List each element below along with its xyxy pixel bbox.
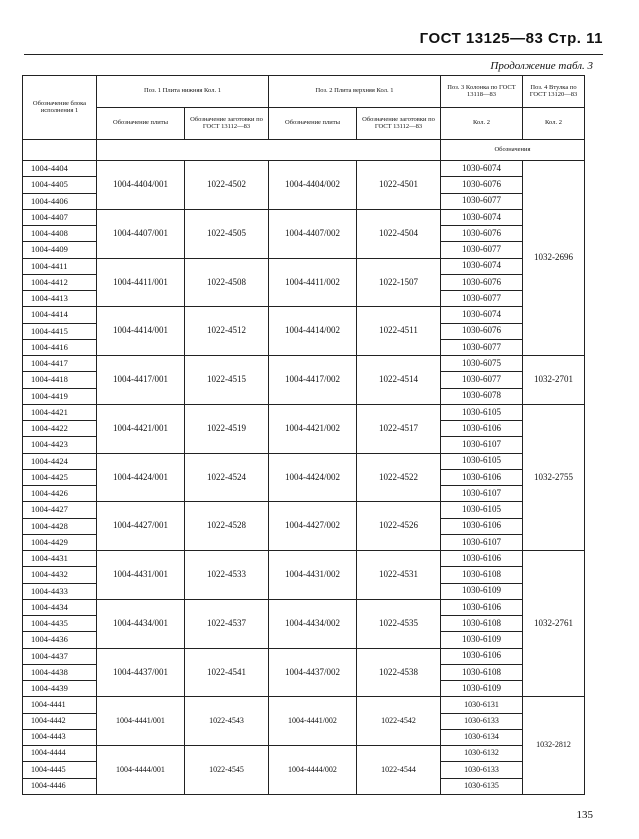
column-designation-cell: 1030-6076 <box>441 177 523 193</box>
plate1-designation-cell: 1004-4414/001 <box>97 307 185 356</box>
column-designation-cell: 1030-6108 <box>441 567 523 583</box>
plate1-designation-cell: 1004-4407/001 <box>97 209 185 258</box>
plate1-designation-cell: 1004-4437/001 <box>97 648 185 697</box>
plate1-designation-cell: 1004-4441/001 <box>97 697 185 746</box>
column-designation-cell: 1030-6077 <box>441 339 523 355</box>
header-pos1: Поз. 1 Плита нижняя Кол. 1 <box>97 76 269 108</box>
page-number: 135 <box>576 809 593 821</box>
plate1-blank-cell: 1022-4505 <box>185 209 269 258</box>
column-designation-cell: 1030-6109 <box>441 583 523 599</box>
plate1-designation-cell: 1004-4444/001 <box>97 746 185 795</box>
column-designation-cell: 1030-6133 <box>441 713 523 729</box>
plate2-blank-cell: 1022-4517 <box>357 404 441 453</box>
plate2-designation-cell: 1004-4411/002 <box>269 258 357 307</box>
column-designation-cell: 1030-6074 <box>441 258 523 274</box>
block-designation-cell: 1004-4427 <box>23 502 97 518</box>
spec-table <box>22 75 585 795</box>
column-designation-cell: 1030-6107 <box>441 534 523 550</box>
plate1-blank-cell: 1022-4508 <box>185 258 269 307</box>
table-row <box>23 404 585 420</box>
plate2-designation-cell: 1004-4421/002 <box>269 404 357 453</box>
block-designation-cell: 1004-4428 <box>23 518 97 534</box>
header-blank-designation-2: Обозначение заготовки по ГОСТ 13112—83 <box>357 108 441 140</box>
column-designation-cell: 1030-6106 <box>441 421 523 437</box>
table-row <box>23 258 585 274</box>
header-pos3: Поз. 3 Колонка по ГОСТ 13118—83 <box>441 76 523 108</box>
plate2-blank-cell: 1022-4526 <box>357 502 441 551</box>
column-designation-cell: 1030-6076 <box>441 323 523 339</box>
plate1-designation-cell: 1004-4411/001 <box>97 258 185 307</box>
header-pos4: Поз. 4 Втулка по ГОСТ 13120—83 <box>523 76 585 108</box>
table-row <box>23 746 585 762</box>
plate2-designation-cell: 1004-4437/002 <box>269 648 357 697</box>
block-designation-cell: 1004-4435 <box>23 616 97 632</box>
table-row <box>23 209 585 225</box>
block-designation-cell: 1004-4439 <box>23 681 97 697</box>
plate2-blank-cell: 1022-4511 <box>357 307 441 356</box>
plate2-blank-cell: 1022-4531 <box>357 551 441 600</box>
block-designation-cell: 1004-4446 <box>23 778 97 794</box>
table-row <box>23 502 585 518</box>
plate1-designation-cell: 1004-4434/001 <box>97 599 185 648</box>
column-designation-cell: 1030-6074 <box>441 307 523 323</box>
block-designation-cell: 1004-4408 <box>23 226 97 242</box>
header-pos2: Поз. 2 Плита верхняя Кол. 1 <box>269 76 441 108</box>
block-designation-cell: 1004-4417 <box>23 356 97 372</box>
plate2-designation-cell: 1004-4417/002 <box>269 356 357 405</box>
plate1-blank-cell: 1022-4502 <box>185 161 269 210</box>
block-designation-cell: 1004-4411 <box>23 258 97 274</box>
header-qty-3: Кол. 2 <box>441 108 523 140</box>
header-designations: Обозначения <box>441 140 585 161</box>
plate2-designation-cell: 1004-4427/002 <box>269 502 357 551</box>
column-designation-cell: 1030-6133 <box>441 762 523 778</box>
column-designation-cell: 1030-6108 <box>441 616 523 632</box>
column-designation-cell: 1030-6106 <box>441 648 523 664</box>
plate1-blank-cell: 1022-4528 <box>185 502 269 551</box>
bushing-designation-cell: 1032-2701 <box>523 356 585 405</box>
table-body <box>23 161 585 795</box>
block-designation-cell: 1004-4437 <box>23 648 97 664</box>
column-designation-cell: 1030-6106 <box>441 518 523 534</box>
plate2-blank-cell: 1022-4522 <box>357 453 441 502</box>
table-row <box>23 453 585 469</box>
column-designation-cell: 1030-6106 <box>441 469 523 485</box>
plate2-blank-cell: 1022-4504 <box>357 209 441 258</box>
block-designation-cell: 1004-4409 <box>23 242 97 258</box>
plate2-designation-cell: 1004-4444/002 <box>269 746 357 795</box>
plate2-designation-cell: 1004-4414/002 <box>269 307 357 356</box>
column-designation-cell: 1030-6105 <box>441 404 523 420</box>
block-designation-cell: 1004-4433 <box>23 583 97 599</box>
block-designation-cell: 1004-4418 <box>23 372 97 388</box>
column-designation-cell: 1030-6107 <box>441 486 523 502</box>
column-designation-cell: 1030-6077 <box>441 372 523 388</box>
plate2-designation-cell: 1004-4404/002 <box>269 161 357 210</box>
plate2-blank-cell: 1022-4535 <box>357 599 441 648</box>
block-designation-cell: 1004-4419 <box>23 388 97 404</box>
column-designation-cell: 1030-6135 <box>441 778 523 794</box>
plate2-blank-cell: 1022-4514 <box>357 356 441 405</box>
plate2-designation-cell: 1004-4407/002 <box>269 209 357 258</box>
column-designation-cell: 1030-6077 <box>441 242 523 258</box>
plate1-blank-cell: 1022-4541 <box>185 648 269 697</box>
block-designation-cell: 1004-4445 <box>23 762 97 778</box>
column-designation-cell: 1030-6106 <box>441 551 523 567</box>
block-designation-cell: 1004-4436 <box>23 632 97 648</box>
column-designation-cell: 1030-6105 <box>441 502 523 518</box>
bushing-designation-cell: 1032-2755 <box>523 404 585 550</box>
block-designation-cell: 1004-4426 <box>23 486 97 502</box>
block-designation-cell: 1004-4407 <box>23 209 97 225</box>
block-designation-cell: 1004-4414 <box>23 307 97 323</box>
plate2-blank-cell: 1022-4501 <box>357 161 441 210</box>
plate1-blank-cell: 1022-4519 <box>185 404 269 453</box>
column-designation-cell: 1030-6074 <box>441 161 523 177</box>
plate1-blank-cell: 1022-4524 <box>185 453 269 502</box>
block-designation-cell: 1004-4432 <box>23 567 97 583</box>
plate1-designation-cell: 1004-4404/001 <box>97 161 185 210</box>
block-designation-cell: 1004-4405 <box>23 177 97 193</box>
column-designation-cell: 1030-6077 <box>441 291 523 307</box>
plate1-blank-cell: 1022-4543 <box>185 697 269 746</box>
column-designation-cell: 1030-6105 <box>441 453 523 469</box>
block-designation-cell: 1004-4434 <box>23 599 97 615</box>
table-row <box>23 307 585 323</box>
block-designation-cell: 1004-4421 <box>23 404 97 420</box>
table-row <box>23 599 585 615</box>
block-designation-cell: 1004-4443 <box>23 729 97 745</box>
block-designation-cell: 1004-4438 <box>23 664 97 680</box>
header-spacer <box>23 140 97 161</box>
block-designation-cell: 1004-4415 <box>23 323 97 339</box>
table-row <box>23 161 585 177</box>
block-designation-cell: 1004-4413 <box>23 291 97 307</box>
column-designation-cell: 1030-6134 <box>441 729 523 745</box>
plate1-blank-cell: 1022-4537 <box>185 599 269 648</box>
block-designation-cell: 1004-4425 <box>23 469 97 485</box>
plate1-blank-cell: 1022-4545 <box>185 746 269 795</box>
plate2-designation-cell: 1004-4434/002 <box>269 599 357 648</box>
column-designation-cell: 1030-6076 <box>441 274 523 290</box>
block-designation-cell: 1004-4406 <box>23 193 97 209</box>
plate2-blank-cell: 1022-4538 <box>357 648 441 697</box>
header-plate-designation-2: Обозначение плиты <box>269 108 357 140</box>
table-row <box>23 697 585 713</box>
column-designation-cell: 1030-6109 <box>441 632 523 648</box>
header-qty-4: Кол. 2 <box>523 108 585 140</box>
bushing-designation-cell: 1032-2761 <box>523 551 585 697</box>
column-designation-cell: 1030-6077 <box>441 193 523 209</box>
column-designation-cell: 1030-6131 <box>441 697 523 713</box>
plate2-blank-cell: 1022-4544 <box>357 746 441 795</box>
plate2-blank-cell: 1022-4542 <box>357 697 441 746</box>
table-row <box>23 551 585 567</box>
column-designation-cell: 1030-6109 <box>441 681 523 697</box>
plate1-designation-cell: 1004-4417/001 <box>97 356 185 405</box>
block-designation-cell: 1004-4423 <box>23 437 97 453</box>
block-designation-cell: 1004-4416 <box>23 339 97 355</box>
block-designation-cell: 1004-4444 <box>23 746 97 762</box>
plate1-blank-cell: 1022-4515 <box>185 356 269 405</box>
plate2-designation-cell: 1004-4441/002 <box>269 697 357 746</box>
block-designation-cell: 1004-4441 <box>23 697 97 713</box>
bushing-designation-cell: 1032-2812 <box>523 697 585 795</box>
table-row <box>23 648 585 664</box>
header-spacer-wide <box>97 140 441 161</box>
plate1-blank-cell: 1022-4533 <box>185 551 269 600</box>
block-designation-cell: 1004-4431 <box>23 551 97 567</box>
block-designation-cell: 1004-4429 <box>23 534 97 550</box>
column-designation-cell: 1030-6132 <box>441 746 523 762</box>
plate1-blank-cell: 1022-4512 <box>185 307 269 356</box>
column-designation-cell: 1030-6108 <box>441 664 523 680</box>
plate1-designation-cell: 1004-4427/001 <box>97 502 185 551</box>
column-designation-cell: 1030-6107 <box>441 437 523 453</box>
header-block-designation: Обозначение блока исполнения 1 <box>23 76 97 140</box>
continuation-label: Продолжение табл. 3 <box>490 60 593 72</box>
plate1-designation-cell: 1004-4431/001 <box>97 551 185 600</box>
block-designation-cell: 1004-4412 <box>23 274 97 290</box>
plate1-designation-cell: 1004-4424/001 <box>97 453 185 502</box>
table-row <box>23 356 585 372</box>
plate2-designation-cell: 1004-4424/002 <box>269 453 357 502</box>
column-designation-cell: 1030-6074 <box>441 209 523 225</box>
column-designation-cell: 1030-6106 <box>441 599 523 615</box>
header-plate-designation-1: Обозначение плиты <box>97 108 185 140</box>
plate2-designation-cell: 1004-4431/002 <box>269 551 357 600</box>
header-rule <box>24 54 603 55</box>
block-designation-cell: 1004-4424 <box>23 453 97 469</box>
plate1-designation-cell: 1004-4421/001 <box>97 404 185 453</box>
header-blank-designation-1: Обозначение заготовки по ГОСТ 13112—83 <box>185 108 269 140</box>
column-designation-cell: 1030-6075 <box>441 356 523 372</box>
bushing-designation-cell: 1032-2696 <box>523 161 585 356</box>
block-designation-cell: 1004-4422 <box>23 421 97 437</box>
block-designation-cell: 1004-4404 <box>23 161 97 177</box>
column-designation-cell: 1030-6076 <box>441 226 523 242</box>
column-designation-cell: 1030-6078 <box>441 388 523 404</box>
page-header: ГОСТ 13125—83 Стр. 11 <box>419 30 603 47</box>
plate2-blank-cell: 1022-1507 <box>357 258 441 307</box>
block-designation-cell: 1004-4442 <box>23 713 97 729</box>
